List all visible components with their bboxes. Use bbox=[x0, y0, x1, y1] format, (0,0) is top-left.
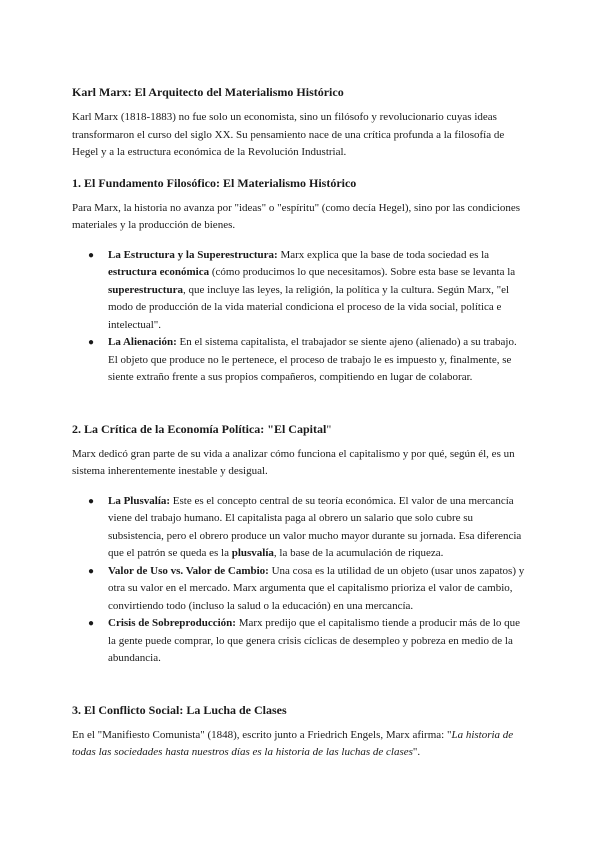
section-1-lead: Para Marx, la historia no avanza por "ideas" o "espíritu" (como decía Hegel), sino por las condiciones materiales y la producción de bienes. bbox=[72, 201, 521, 231]
bullet-icon: ● bbox=[88, 249, 95, 261]
section-3-heading: 3. El Conflicto Social: La Lucha de Clases bbox=[72, 702, 287, 717]
bullet-icon: ● bbox=[88, 337, 95, 348]
item-emphasis: plusvalía bbox=[231, 547, 274, 559]
item-term: Crisis de Sobreproducción: bbox=[108, 617, 236, 629]
section-2-heading-text: 2. La Crítica de la Economía Política: "El Capital bbox=[72, 421, 327, 436]
list-item bbox=[72, 493, 527, 563]
section-3-lead bbox=[72, 727, 527, 762]
item-term: La Plusvalía: bbox=[108, 494, 171, 507]
document-title: Karl Marx: El Arquitecto del Materialismo Histórico bbox=[72, 85, 344, 99]
item-term: Valor de Uso vs. Valor de Cambio: bbox=[108, 564, 269, 577]
item-text: Marx explica que la base de toda sociedad es la bbox=[277, 248, 490, 261]
item-text: (cómo producimos lo que necesitamos). Sobre esta base se levanta la bbox=[209, 266, 516, 278]
bullet-icon: ● bbox=[88, 565, 95, 577]
section-1-heading: 1. El Fundamento Filosófico: El Materialismo Histórico bbox=[72, 175, 357, 190]
item-term: La Estructura y la Superestructura: bbox=[108, 248, 278, 261]
section-2-list bbox=[72, 493, 527, 668]
quote-text: La historia de todas las sociedades hasta nuestros días es la historia de las luchas de clases bbox=[72, 728, 514, 758]
spacer bbox=[72, 387, 527, 421]
item-text: , que incluye las leyes, la religión, la política y la cultura. Según Marx, "el modo de producción de la vida material condiciona el proceso de la vida social, política e intelectual". bbox=[108, 283, 510, 331]
quote-end: ". bbox=[412, 746, 421, 758]
item-text: Marx predijo que el capitalismo tiende a producir más de lo que la gente puede comprar, lo que genera crisis cíclicas de desempleo y pobreza en medio de la abundancia. bbox=[108, 617, 521, 664]
item-text: Este es el concepto central de su teoría económica. El valor de una mercancía viene del trabajo humano. El capitalista paga al obrero un salario que solo cubre su subsistencia, pero el obrero produce un valor mucho mayor durante su jornada. Esa diferencia que el patrón se queda es la bbox=[108, 494, 522, 559]
bullet-icon: ● bbox=[88, 618, 95, 629]
list-item bbox=[72, 563, 527, 616]
quote-intro: En el "Manifiesto Comunista" (1848), escrito junto a Friedrich Engels, Marx afirma: " bbox=[72, 728, 452, 741]
item-text: Una cosa es la utilidad de un objeto (usar unos zapatos) y otra su valor en el mercado. Marx argumenta que el capitalismo prioriza el valor de cambio, convirtiendo todo (incluso la salud o la educación) en una mercancía. bbox=[108, 564, 525, 612]
item-text: , la base de la acumulación de riqueza. bbox=[273, 547, 444, 559]
list-item bbox=[72, 247, 527, 335]
item-term: La Alienación: bbox=[108, 336, 177, 348]
list-item bbox=[72, 334, 527, 387]
section-2-lead: Marx dedicó gran parte de su vida a analizar cómo funciona el capitalismo y por qué, según él, es un sistema inherentemente inestable y desigual. bbox=[72, 447, 515, 477]
item-emphasis: estructura económica bbox=[108, 266, 210, 278]
section-2-heading-quote: " bbox=[326, 421, 332, 436]
section-2-heading bbox=[72, 421, 527, 437]
bullet-icon: ● bbox=[88, 495, 95, 507]
intro-paragraph: Karl Marx (1818-1883) no fue solo un economista, sino un filósofo y revolucionario cuyas ideas transformaron el curso del siglo XX. Su pensamiento nace de una crítica profunda a la filosofía de Hegel y a la estructura económica de la Revolución Industrial. bbox=[72, 111, 505, 158]
item-text: En el sistema capitalista, el trabajador se siente ajeno (alienado) a su trabajo. El objeto que produce no le pertenece, el proceso de trabajo le es impuesto y, finalmente, se siente extraño frente a sus propios compañeros, compitiendo en lugar de colaborar. bbox=[108, 336, 517, 383]
document-page bbox=[72, 84, 527, 762]
spacer bbox=[72, 668, 527, 702]
list-item bbox=[72, 615, 527, 668]
section-1-list bbox=[72, 247, 527, 387]
item-emphasis: superestructura bbox=[108, 283, 183, 296]
